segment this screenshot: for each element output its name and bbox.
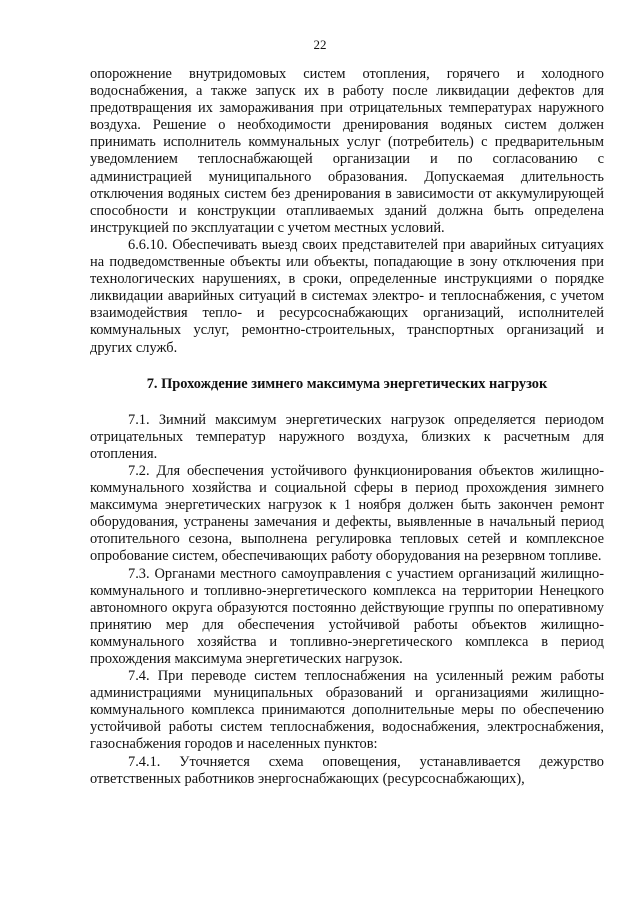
document-body	[90, 66, 604, 788]
paragraph-continuation: опорожнение внутридомовых систем отопления, горячего и холодного водоснабжения, а также запуск их в работу после ликвидации дефектов для предотвращения их замораживания при отрицательных температурах наружного воздуха. Решение о необходимости дренирования водяных систем должен принимать исполнитель коммунальных услуг (потребитель) с предварительным уведомлением теплоснабжающей организации и по согласованию с администрацией муниципального образования. Допускаемая длительность отключения водяных систем без дренирования в зависимости от аккумулирующей способности и конструкции отапливаемых зданий должна быть определена инструкцией по эксплуатации с учетом местных условий.	[90, 66, 604, 236]
paragraph-7-4-1: 7.4.1. Уточняется схема оповещения, устанавливается дежурство ответственных работников энергоснабжающих (ресурсоснабжающих),	[90, 753, 604, 787]
page-number: 22	[313, 37, 327, 52]
paragraph-6-6-10: 6.6.10. Обеспечивать выезд своих представителей при аварийных ситуациях на подведомственные объекты или объекты, попадающие в зону отключения при технологических нарушениях, в сроки, определенные инструкциями о порядке ликвидации аварийных ситуаций в системах электро- и теплоснабжения, с учетом взаимодействия тепло- и ресурсоснабжающих организаций, исполнителей коммунальных услуг, ремонтно-строительных, транспортных организаций и других служб.	[90, 236, 604, 356]
paragraph-7-2: 7.2. Для обеспечения устойчивого функционирования объектов жилищно-коммунального хозяйства и социальной сферы в период прохождения зимнего максимума энергетических нагрузок к 1 ноября должен быть закончен ремонт оборудования, устранены замечания и дефекты, выявленные в начальный период отопительного сезона, выполнена регулировка тепловых сетей и комплексное опробование систем, обеспечивающих работу оборудования на резервном топливе.	[90, 462, 604, 565]
paragraph-7-4: 7.4. При переводе систем теплоснабжения на усиленный режим работы администрациями муниципальных образований и организациями жилищно-коммунального комплекса принимаются дополнительные меры по обеспечению устойчивой работы систем теплоснабжения, водоснабжения, электроснабжения, газоснабжения городов и населенных пунктов:	[90, 668, 604, 753]
paragraph-7-1: 7.1. Зимний максимум энергетических нагрузок определяется периодом отрицательных температур наружного воздуха, близких к расчетным для отопления.	[90, 411, 604, 462]
section-heading-7: 7. Прохождение зимнего максимума энергетических нагрузок	[146, 375, 548, 392]
paragraph-7-3: 7.3. Органами местного самоуправления с участием организаций жилищно-коммунального и топливно-энергетического комплекса на территории Ненецкого автономного округа образуются постоянно действующие группы по оперативному принятию мер для обеспечения устойчивой работы объектов жилищно-коммунального хозяйства и топливно-энергетического комплекса в период прохождения максимума энергетических нагрузок.	[90, 565, 604, 667]
